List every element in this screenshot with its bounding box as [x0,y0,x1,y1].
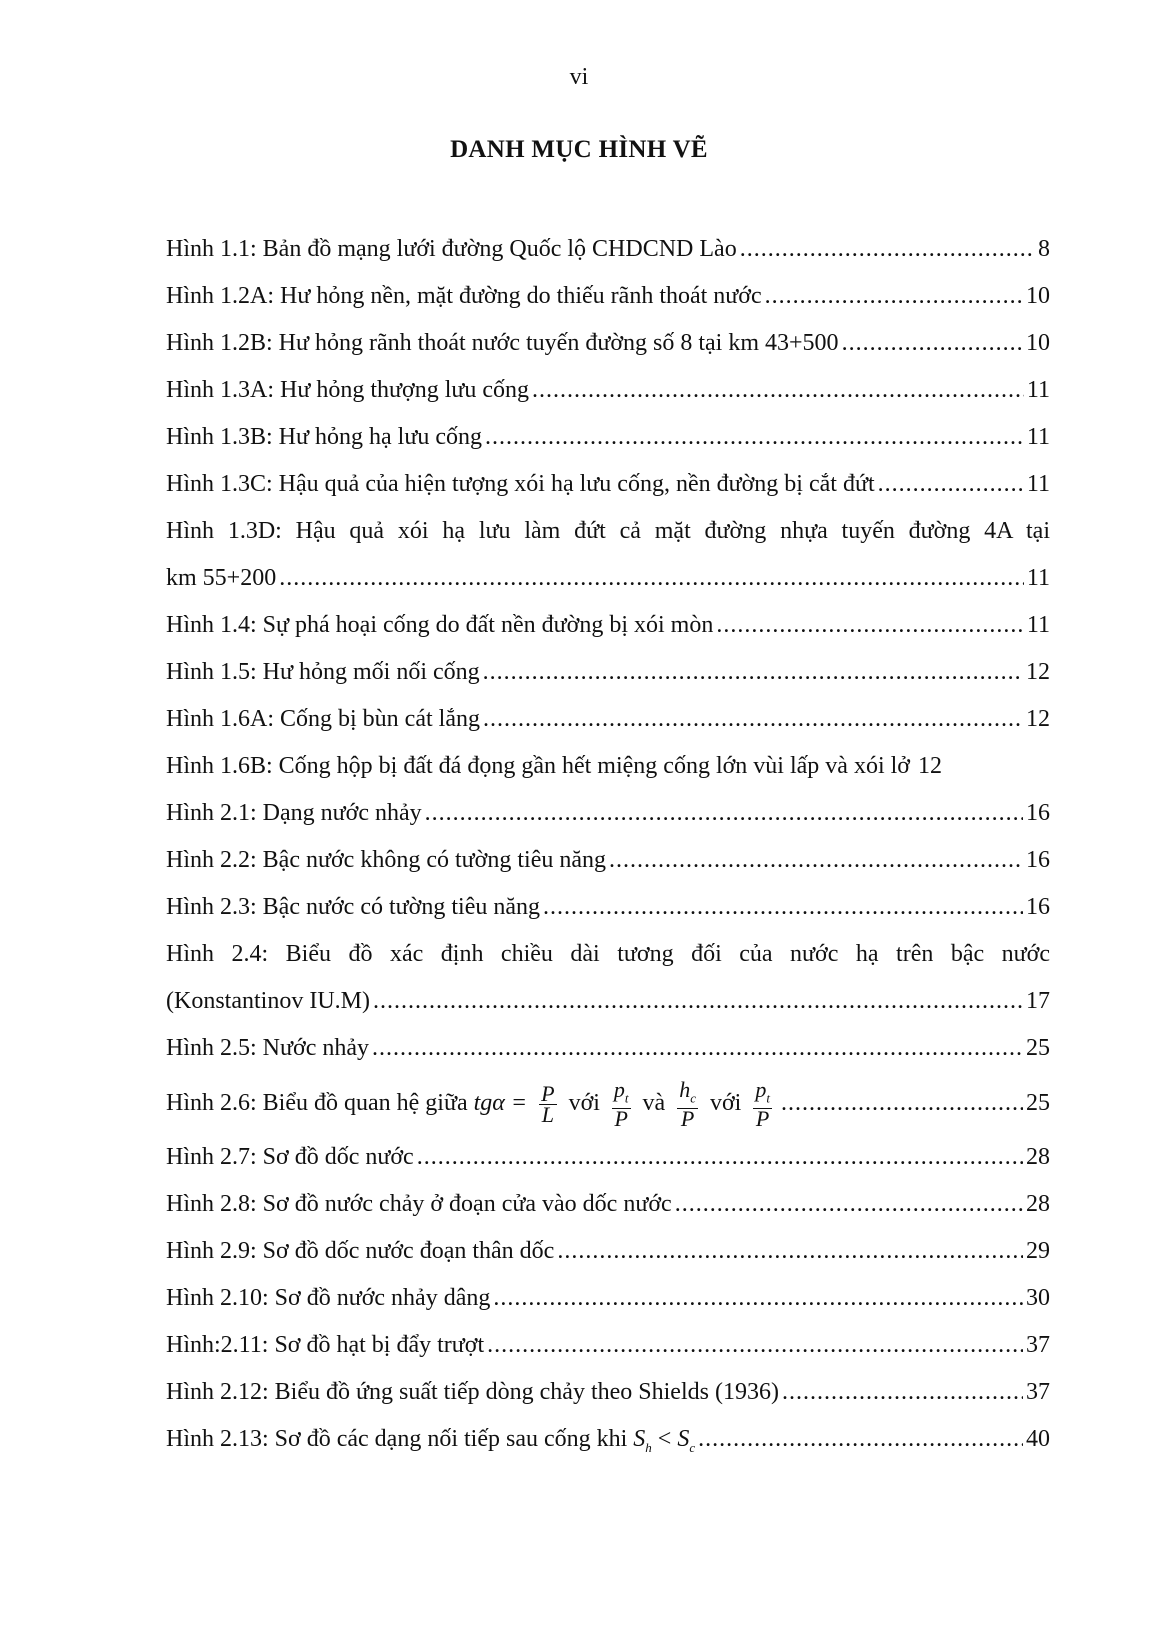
list-item: Hình 2.3: Bậc nước có tường tiêu năng ..... 16 [166,884,1050,931]
figure-list [166,226,1050,1463]
list-item-equation: Hình 2.6: Biểu đồ quan hệ giữa tgα = $\frac{P}{L}$ với $\frac{p_t}{P}$ và $\frac{h_c}{P}$ với $\frac{p_t}{P}$ ..... 25 [166,1072,1050,1134]
fraction: $\frac{p_t}{P}$ [613,1076,629,1132]
list-item: Hình 1.6A: Cống bị bùn cát lắng ..... 12 [166,696,1050,743]
list-item: Hình 2.5: Nước nhảy ..... 25 [166,1025,1050,1072]
list-item: Hình:2.11: Sơ đồ hạt bị đẩy trượt ..... 37 [166,1322,1050,1369]
list-item: Hình 2.10: Sơ đồ nước nhảy dâng ..... 30 [166,1275,1050,1322]
fraction: $\frac{h_c}{P}$ [679,1076,696,1132]
list-item: Hình 1.6B: Cống hộp bị đất đá đọng gần hết miệng cống lớn vùi lấp và xói lở 12 [166,753,942,779]
fraction: $\frac{P}{L}$ [541,1080,555,1127]
list-item: Hình 1.3D: Hậu quả xói hạ lưu làm đứt cả mặt đường nhựa tuyến đường 4A tại km 55+200 ..... 11 [166,508,1050,602]
list-item: Hình 1.5: Hư hỏng mối nối cống ..... 12 [166,649,1050,696]
list-item: Hình 1.2A: Hư hỏng nền, mặt đường do thiếu rãnh thoát nước ..... 10 [166,273,1050,320]
list-item: Hình 1.1: Bản đồ mạng lưới đường Quốc lộ CHDCND Lào ..... 8 [166,226,1050,273]
page-title: DANH MỤC HÌNH VẼ [450,136,708,163]
list-item: Hình 1.4: Sự phá hoại cống do đất nền đường bị xói mòn ..... 11 [166,602,1050,649]
fraction: $\frac{p_t}{P}$ [755,1076,770,1132]
equation-lhs: tgα = [473,1090,528,1116]
list-item: Hình 1.2B: Hư hỏng rãnh thoát nước tuyến đường số 8 tại km 43+500 ..... 10 [166,320,1050,367]
list-item: Hình 2.12: Biểu đồ ứng suất tiếp dòng chảy theo Shields (1936) ..... 37 [166,1369,1050,1416]
page-number: vi [569,64,589,90]
list-item: Hình 2.1: Dạng nước nhảy ..... 16 [166,790,1050,837]
list-item-inequality: Hình 2.13: Sơ đồ các dạng nối tiếp sau cống khi $S_h < S_c$ ..... 40 [166,1416,1050,1463]
list-item: Hình 1.3C: Hậu quả của hiện tượng xói hạ lưu cống, nền đường bị cắt đứt ..... 11 [166,461,1050,508]
list-item: Hình 2.8: Sơ đồ nước chảy ở đoạn cửa vào dốc nước ..... 28 [166,1181,1050,1228]
list-item: Hình 2.9: Sơ đồ dốc nước đoạn thân dốc ..... 29 [166,1228,1050,1275]
list-item: Hình 1.3B: Hư hỏng hạ lưu cống ..... 11 [166,414,1050,461]
list-item: Hình 2.7: Sơ đồ dốc nước ..... 28 [166,1134,1050,1181]
list-item: Hình 2.2: Bậc nước không có tường tiêu năng ..... 16 [166,837,1050,884]
list-item: Hình 1.3A: Hư hỏng thượng lưu cống ..... 11 [166,367,1050,414]
list-item: Hình 2.4: Biểu đồ xác định chiều dài tương đối của nước hạ trên bậc nước (Konstantinov IU.M) ..... 17 [166,931,1050,1025]
